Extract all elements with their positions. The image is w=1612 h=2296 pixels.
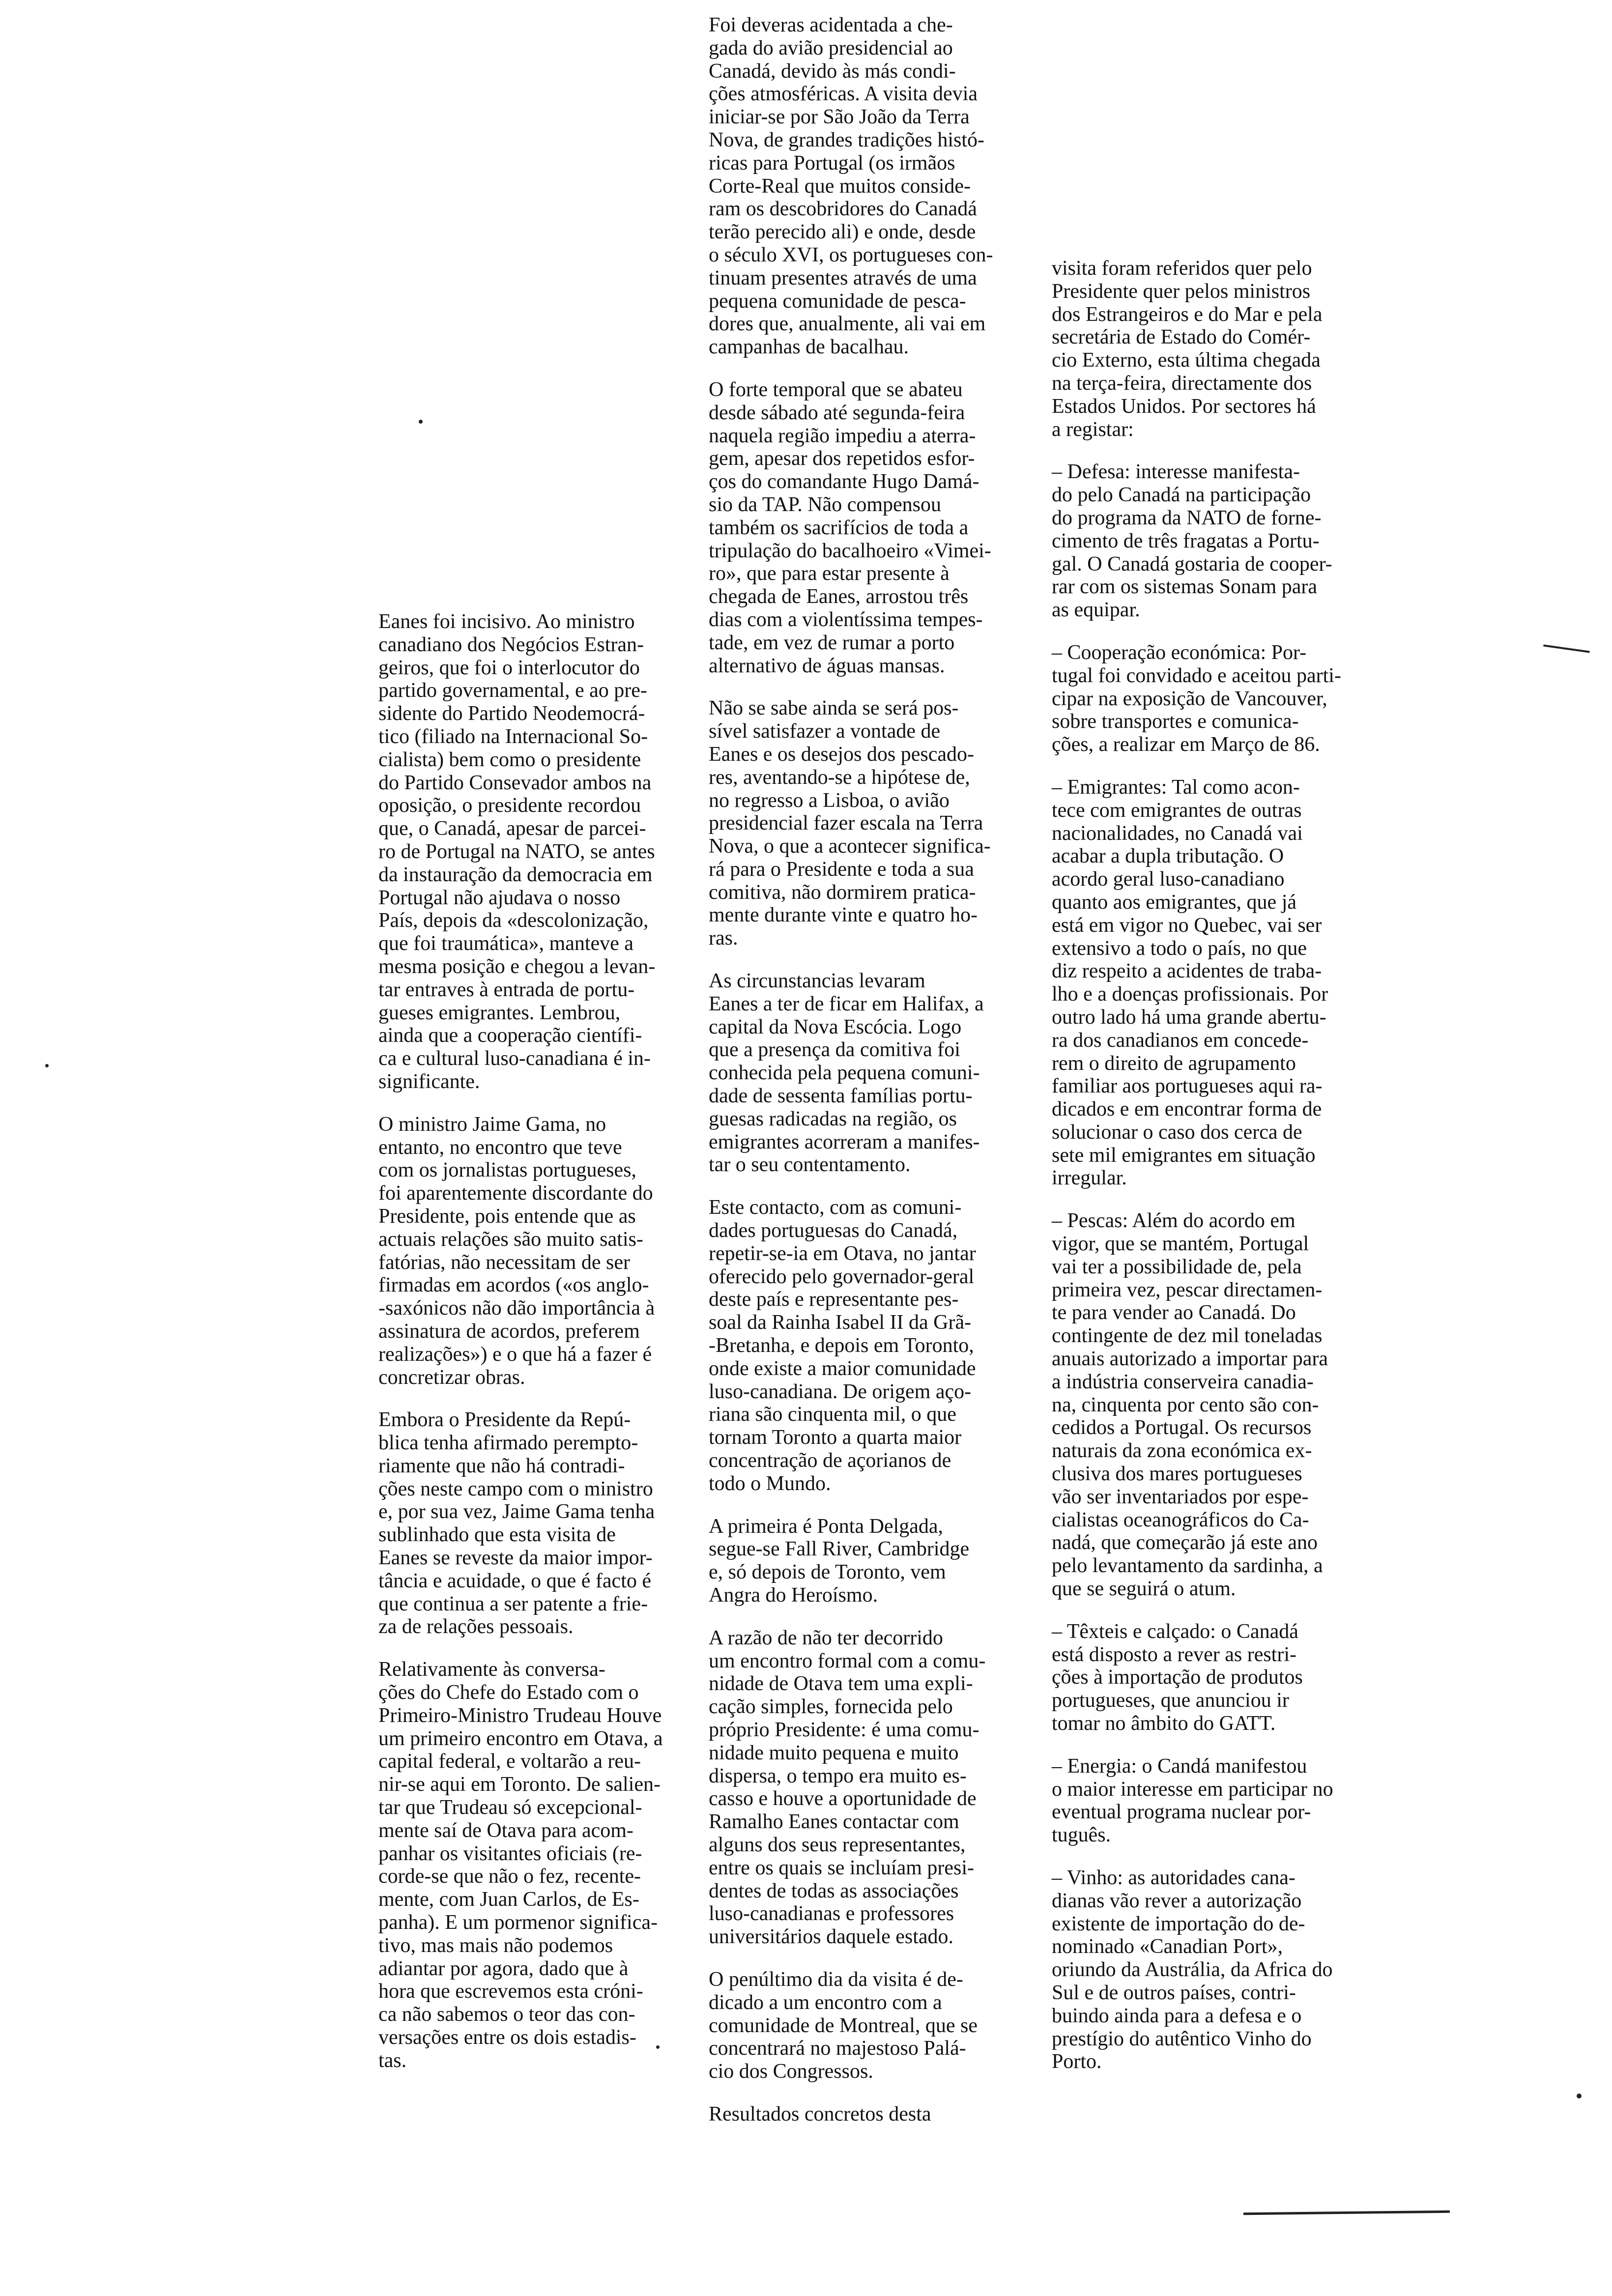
text-line: ro», que para estar presente à	[709, 562, 950, 585]
text-line: luso-canadiana. De origem aço-	[709, 1380, 972, 1403]
text-line: Eanes e os desejos dos pescado-	[709, 743, 975, 766]
text-line: ções do Chefe do Estado com o	[378, 1681, 639, 1704]
text-line: Presidente quer pelos ministros	[1052, 280, 1311, 303]
text-line: nidade de Otava tem uma expli-	[709, 1672, 973, 1695]
text-line: Primeiro-Ministro Trudeau Houve	[378, 1704, 662, 1727]
text-line: cialistas oceanográficos do Ca-	[1052, 1508, 1309, 1531]
text-line: entanto, no encontro que teve	[378, 1136, 622, 1159]
text-line: do Partido Consevador ambos na	[378, 771, 652, 794]
text-line: deste país e representante pes-	[709, 1288, 959, 1311]
text-line: tar entraves à entrada de portu-	[378, 978, 635, 1001]
text-line: um primeiro encontro em Otava, a	[378, 1727, 663, 1750]
scan-speck	[419, 420, 423, 424]
text-line: O penúltimo dia da visita é de-	[709, 1968, 963, 1991]
text-line: partido governamental, e ao pre-	[378, 679, 647, 702]
text-line: gueses emigrantes. Lembrou,	[378, 1001, 621, 1024]
text-line: concentrará no majestoso Palá-	[709, 2037, 966, 2060]
text-line: sidente do Partido Neodemocrá-	[378, 702, 645, 725]
text-line: está em vigor no Quebec, vai ser	[1052, 914, 1322, 937]
text-line: e, por sua vez, Jaime Gama tenha	[378, 1500, 655, 1523]
text-line: acabar a dupla tributação. O	[1052, 845, 1284, 868]
text-line: tas.	[378, 2049, 407, 2072]
text-line: e, só depois de Toronto, vem	[709, 1561, 946, 1584]
text-line: primeira vez, pescar directamen-	[1052, 1278, 1323, 1301]
text-line: dades portuguesas do Canadá,	[709, 1219, 958, 1242]
text-line: dias com a violentíssima tempes-	[709, 608, 983, 631]
text-line: do pelo Canadá na participação	[1052, 484, 1311, 507]
text-line: familiar aos portugueses aqui ra-	[1052, 1075, 1323, 1098]
text-line: Eanes se reveste da maior impor-	[378, 1547, 653, 1570]
text-line: com os jornalistas portugueses,	[378, 1159, 636, 1182]
text-line: vai ter a possibilidade de, pela	[1052, 1255, 1302, 1278]
text-line: ras.	[709, 927, 738, 950]
text-line: comitiva, não dormirem pratica-	[709, 881, 976, 904]
text-line: ções neste campo com o ministro	[378, 1477, 653, 1500]
text-line: gada do avião presidencial ao	[709, 36, 953, 59]
text-line: riana são cinquenta mil, o que	[709, 1403, 956, 1426]
text-line: terão perecido ali) e onde, desde	[709, 221, 976, 244]
text-line: pelo levantamento da sardinha, a	[1052, 1554, 1323, 1578]
text-line: dicado a um encontro com a	[709, 1991, 942, 2014]
text-line: cimento de três fragatas a Portu-	[1052, 529, 1320, 552]
text-line: campanhas de bacalhau.	[709, 336, 909, 359]
text-line: -Bretanha, e depois em Toronto,	[709, 1334, 974, 1357]
text-line: – Vinho: as autoridades cana-	[1052, 1866, 1295, 1889]
text-line: a registar:	[1052, 418, 1134, 441]
text-line: mesma posição e chegou a levan-	[378, 955, 656, 978]
text-line: As circunstancias levaram	[709, 970, 925, 993]
text-line: o século XVI, os portugueses con-	[709, 243, 993, 266]
text-line: tece com emigrantes de outras	[1052, 799, 1302, 822]
text-line: também os sacrifícios de toda a	[709, 516, 969, 539]
text-line: nadá, que começarão já este ano	[1052, 1531, 1318, 1554]
text-line: tar que Trudeau só excepcional-	[378, 1796, 642, 1819]
text-line: conhecida pela pequena comuni-	[709, 1062, 980, 1085]
text-line: portugueses, que anunciou ir	[1052, 1689, 1289, 1712]
text-line: na terça-feira, directamente dos	[1052, 372, 1312, 395]
text-line: um encontro formal com a comu-	[709, 1649, 986, 1672]
text-line: desde sábado até segunda-feira	[709, 401, 965, 424]
text-line: O ministro Jaime Gama, no	[378, 1113, 606, 1136]
text-line: do programa da NATO de forne-	[1052, 506, 1322, 529]
text-line: secretária de Estado do Comér-	[1052, 326, 1311, 349]
text-line: dianas vão rever a autorização	[1052, 1889, 1302, 1912]
text-line: que foi traumática», manteve a	[378, 932, 633, 955]
text-line: Porto.	[1052, 2050, 1102, 2073]
text-line: todo o Mundo.	[709, 1472, 831, 1495]
text-line: Foi deveras acidentada a che-	[709, 14, 953, 36]
text-line: que, o Canadá, apesar de parcei-	[378, 817, 646, 840]
text-line: Sul e de outros países, contri-	[1052, 1981, 1296, 2004]
text-line: chegada de Eanes, arrostou três	[709, 585, 969, 608]
text-line: O forte temporal que se abateu	[709, 378, 963, 401]
text-line: a indústria conserveira canadia-	[1052, 1370, 1314, 1393]
text-line: fatórias, não necessitam de ser	[378, 1251, 630, 1274]
text-line: mente, com Juan Carlos, de Es-	[378, 1888, 639, 1911]
scan-stroke	[1543, 644, 1590, 653]
text-line: A primeira é Ponta Delgada,	[709, 1515, 944, 1538]
text-line: te para vender ao Canadá. Do	[1052, 1301, 1296, 1324]
text-line: nir-se aqui em Toronto. De salien-	[378, 1773, 661, 1796]
text-line: Ramalho Eanes contactar com	[709, 1810, 959, 1834]
text-line: lho e a doenças profissionais. Por	[1052, 983, 1328, 1006]
text-line: casso e houve a oportunidade de	[709, 1787, 977, 1810]
text-line: País, depois da «descolonização,	[378, 909, 649, 932]
text-line: foi aparentemente discordante do	[378, 1182, 653, 1205]
text-line: alguns dos seus representantes,	[709, 1833, 966, 1856]
text-line: – Emigrantes: Tal como acon-	[1052, 775, 1300, 799]
text-line: mente saí de Otava para acom-	[378, 1819, 633, 1842]
text-line: Nova, de grandes tradições histó-	[709, 128, 984, 151]
text-line: oferecido pelo governador-geral	[709, 1265, 975, 1288]
text-line: contingente de dez mil toneladas	[1052, 1324, 1323, 1348]
text-line: – Têxteis e calçado: o Canadá	[1052, 1620, 1298, 1643]
text-line: ra dos canadianos em concede-	[1052, 1029, 1309, 1052]
text-line: as equipar.	[1052, 599, 1140, 622]
text-line: Estados Unidos. Por sectores há	[1052, 395, 1316, 418]
text-line: cação simples, fornecida pelo	[709, 1695, 953, 1719]
text-line: no regresso a Lisboa, o avião	[709, 789, 950, 812]
text-line: na, cinquenta por cento são con-	[1052, 1393, 1319, 1416]
text-line: onde existe a maior comunidade	[709, 1357, 976, 1380]
text-line: capital da Nova Escócia. Logo	[709, 1015, 962, 1038]
text-line: gal. O Canadá gostaria de cooper-	[1052, 552, 1332, 575]
text-line: segue-se Fall River, Cambridge	[709, 1538, 970, 1561]
text-line: cialista) bem como o presidente	[378, 748, 641, 771]
text-line: outro lado há uma grande abertu-	[1052, 1005, 1326, 1029]
text-line: rá para o Presidente e toda a sua	[709, 858, 974, 881]
text-line: – Defesa: interesse manifesta-	[1052, 460, 1300, 484]
text-line: tinuam presentes através de uma	[709, 266, 977, 289]
text-line: irregular.	[1052, 1167, 1127, 1190]
text-line: sível satisfazer a vontade de	[709, 720, 941, 743]
text-line: actuais relações são muito satis-	[378, 1228, 643, 1251]
text-line: res, aventando-se a hipótese de,	[709, 766, 970, 789]
text-line: sio da TAP. Não compensou	[709, 493, 941, 516]
text-line: dade de sessenta famílias portu-	[709, 1085, 973, 1108]
text-line: cio dos Congressos.	[709, 2060, 873, 2083]
text-line: ram os descobridores do Canadá	[709, 198, 977, 221]
text-line: universitários daquele estado.	[709, 1925, 954, 1949]
text-line: assinatura de acordos, preferem	[378, 1320, 640, 1343]
text-line: concretizar obras.	[378, 1366, 525, 1389]
text-line: concentração de açorianos de	[709, 1449, 951, 1472]
text-line: cipar na exposição de Vancouver,	[1052, 687, 1327, 710]
text-line: riamente que não há contradi-	[378, 1454, 625, 1477]
text-line: Angra do Heroísmo.	[709, 1584, 878, 1607]
text-line: realizações») e o que há a fazer é	[378, 1343, 652, 1366]
text-line: ca não sabemos o teor das con-	[378, 2003, 635, 2026]
text-line: Este contacto, com as comuni-	[709, 1196, 962, 1219]
text-line: Presidente, pois entende que as	[378, 1205, 636, 1228]
text-line: clusiva dos mares portugueses	[1052, 1463, 1302, 1486]
text-line: rem o direito de agrupamento	[1052, 1052, 1296, 1075]
text-line: emigrantes acorreram a manifes-	[709, 1130, 980, 1153]
text-line: versações entre os dois estadis-	[378, 2026, 636, 2049]
text-line: firmadas em acordos («os anglo-	[378, 1274, 649, 1297]
text-line: ções, a realizar em Março de 86.	[1052, 733, 1320, 756]
text-line: quanto aos emigrantes, que já	[1052, 890, 1297, 914]
text-line: tade, em vez de rumar a porto	[709, 631, 955, 654]
text-line: hora que escrevemos esta cróni-	[378, 1980, 643, 2003]
text-line: ainda que a cooperação científi-	[378, 1024, 642, 1047]
text-line: iniciar-se por São João da Terra	[709, 106, 970, 129]
text-line: – Energia: o Candá manifestou	[1052, 1754, 1307, 1778]
text-line: buindo ainda para a defesa e o	[1052, 2004, 1302, 2027]
text-line: ricas para Portugal (os irmãos	[709, 151, 955, 174]
text-line: nominado «Canadian Port»,	[1052, 1935, 1283, 1958]
text-line: gem, apesar dos repetidos esfor-	[709, 447, 975, 470]
text-line: presidencial fazer escala na Terra	[709, 812, 983, 835]
text-line: canadiano dos Negócios Estran-	[378, 633, 644, 656]
text-line: próprio Presidente: é uma comu-	[709, 1718, 979, 1741]
text-line: tornam Toronto a quarta maior	[709, 1426, 962, 1449]
scan-speck	[45, 1064, 49, 1067]
text-line: dentes de todas as associações	[709, 1879, 959, 1902]
text-line: dicados e em encontrar forma de	[1052, 1098, 1322, 1121]
text-line: extensivo a todo o país, no que	[1052, 937, 1307, 960]
text-line: o maior interesse em participar no	[1052, 1778, 1333, 1801]
text-line: acordo geral luso-canadiano	[1052, 868, 1285, 891]
text-line: anuais autorizado a importar para	[1052, 1348, 1328, 1371]
text-line: – Pescas: Além do acordo em	[1052, 1209, 1295, 1233]
text-line: tico (filiado na Internacional So-	[378, 725, 648, 748]
text-line: vigor, que se mantém, Portugal	[1052, 1233, 1309, 1256]
text-line: comunidade de Montreal, que se	[709, 2014, 978, 2037]
text-line: ca e cultural luso-canadiana é in-	[378, 1047, 651, 1070]
text-line: oposição, o presidente recordou	[378, 794, 641, 817]
text-line: dos Estrangeiros e do Mar e pela	[1052, 303, 1323, 326]
text-line: vão ser inventariados por espe-	[1052, 1485, 1309, 1508]
text-line: tivo, mas mais não podemos	[378, 1934, 613, 1957]
text-line: Resultados concretos desta	[709, 2102, 931, 2125]
text-line: significante.	[378, 1070, 480, 1093]
text-line: solucionar o caso dos cerca de	[1052, 1120, 1302, 1144]
text-line: blica tenha afirmado perempto-	[378, 1432, 638, 1455]
text-line: da instauração da democracia em	[378, 863, 653, 886]
text-line: cedidos a Portugal. Os recursos	[1052, 1416, 1312, 1439]
column-end-rule	[1243, 2210, 1450, 2215]
article-column-3	[1052, 257, 1425, 2073]
text-line: tuguês.	[1052, 1824, 1111, 1847]
text-line: eventual programa nuclear por-	[1052, 1801, 1311, 1824]
text-line: prestígio do autêntico Vinho do	[1052, 2027, 1312, 2050]
text-line: sete mil emigrantes em situação	[1052, 1144, 1316, 1167]
text-line: mente durante vinte e quatro ho-	[709, 904, 978, 927]
text-line: ços do comandante Hugo Damá-	[709, 470, 979, 493]
text-line: -saxónicos não dão importância à	[378, 1297, 655, 1320]
scan-speck	[1577, 2094, 1582, 2098]
text-line: Canadá, devido às más condi-	[709, 59, 956, 83]
text-line: que a presença da comitiva foi	[709, 1038, 960, 1062]
text-line: tância e acuidade, o que é facto é	[378, 1569, 652, 1592]
text-line: – Cooperação económica: Por-	[1052, 641, 1307, 664]
text-line: za de relações pessoais.	[378, 1615, 574, 1638]
text-line: rar com os sistemas Sonam para	[1052, 575, 1318, 599]
text-line: que se seguirá o atum.	[1052, 1578, 1236, 1601]
text-line: entre os quais se incluíam presi-	[709, 1856, 975, 1879]
text-line: sobre transportes e comunica-	[1052, 710, 1299, 733]
text-line: dispersa, o tempo era muito es-	[709, 1764, 967, 1787]
text-line: corde-se que não o fez, recente-	[378, 1865, 641, 1888]
text-line: alternativo de águas mansas.	[709, 654, 945, 677]
text-line: Eanes a ter de ficar em Halifax, a	[709, 992, 984, 1015]
text-line: panha). E um pormenor significa-	[378, 1911, 658, 1934]
text-line: Não se sabe ainda se será pos-	[709, 697, 959, 720]
text-line: ções atmosféricas. A visita devia	[709, 83, 978, 106]
text-line: repetir-se-ia em Otava, no jantar	[709, 1242, 976, 1265]
text-line: nidade muito pequena e muito	[709, 1741, 959, 1764]
article-column-1	[378, 610, 732, 2072]
text-line: que continua a ser patente a frie-	[378, 1592, 648, 1615]
text-line: Portugal não ajudava o nosso	[378, 886, 621, 909]
text-line: Relativamente às conversa-	[378, 1658, 605, 1681]
text-line: tar o seu contentamento.	[709, 1153, 911, 1177]
text-line: naturais da zona económica ex-	[1052, 1439, 1312, 1463]
text-line: geiros, que foi o interlocutor do	[378, 656, 640, 679]
text-line: ções à importação de produtos	[1052, 1666, 1303, 1689]
text-line: A razão de não ter decorrido	[709, 1626, 943, 1649]
text-line: panhar os visitantes oficiais (re-	[378, 1842, 642, 1865]
text-line: Corte-Real que muitos conside-	[709, 174, 971, 198]
text-line: existente de importação do de-	[1052, 1912, 1305, 1935]
text-line: tugal foi convidado e aceitou parti-	[1052, 664, 1341, 687]
article-column-2	[709, 14, 1072, 2126]
text-line: nacionalidades, no Canadá vai	[1052, 822, 1303, 845]
text-line: Embora o Presidente da Repú-	[378, 1408, 631, 1432]
text-line: soal da Rainha Isabel II da Grã-	[709, 1311, 972, 1334]
text-line: guesas radicadas na região, os	[709, 1107, 957, 1130]
text-line: oriundo da Austrália, da Africa do	[1052, 1958, 1333, 1981]
text-line: pequena comunidade de pesca-	[709, 289, 966, 313]
text-line: diz respeito a acidentes de traba-	[1052, 960, 1322, 983]
text-line: visita foram referidos quer pelo	[1052, 257, 1312, 280]
text-line: cio Externo, esta última chegada	[1052, 349, 1321, 372]
text-line: ro de Portugal na NATO, se antes	[378, 840, 655, 863]
text-line: tomar no âmbito do GATT.	[1052, 1712, 1276, 1735]
text-line: capital federal, e voltarão a reu-	[378, 1750, 641, 1773]
text-line: luso-canadianas e professores	[709, 1902, 954, 1925]
scan-speck	[656, 2045, 660, 2049]
text-line: dores que, anualmente, ali vai em	[709, 313, 986, 336]
text-line: está disposto a rever as restri-	[1052, 1643, 1296, 1666]
text-line: tripulação do bacalhoeiro «Vimei-	[709, 539, 991, 562]
text-line: Eanes foi incisivo. Ao ministro	[378, 610, 635, 633]
text-line: naquela região impediu a aterra-	[709, 424, 976, 447]
text-line: Nova, o que a acontecer significa-	[709, 835, 991, 858]
text-line: sublinhado que esta visita de	[378, 1523, 616, 1547]
text-line: adiantar por agora, dado que à	[378, 1957, 629, 1980]
